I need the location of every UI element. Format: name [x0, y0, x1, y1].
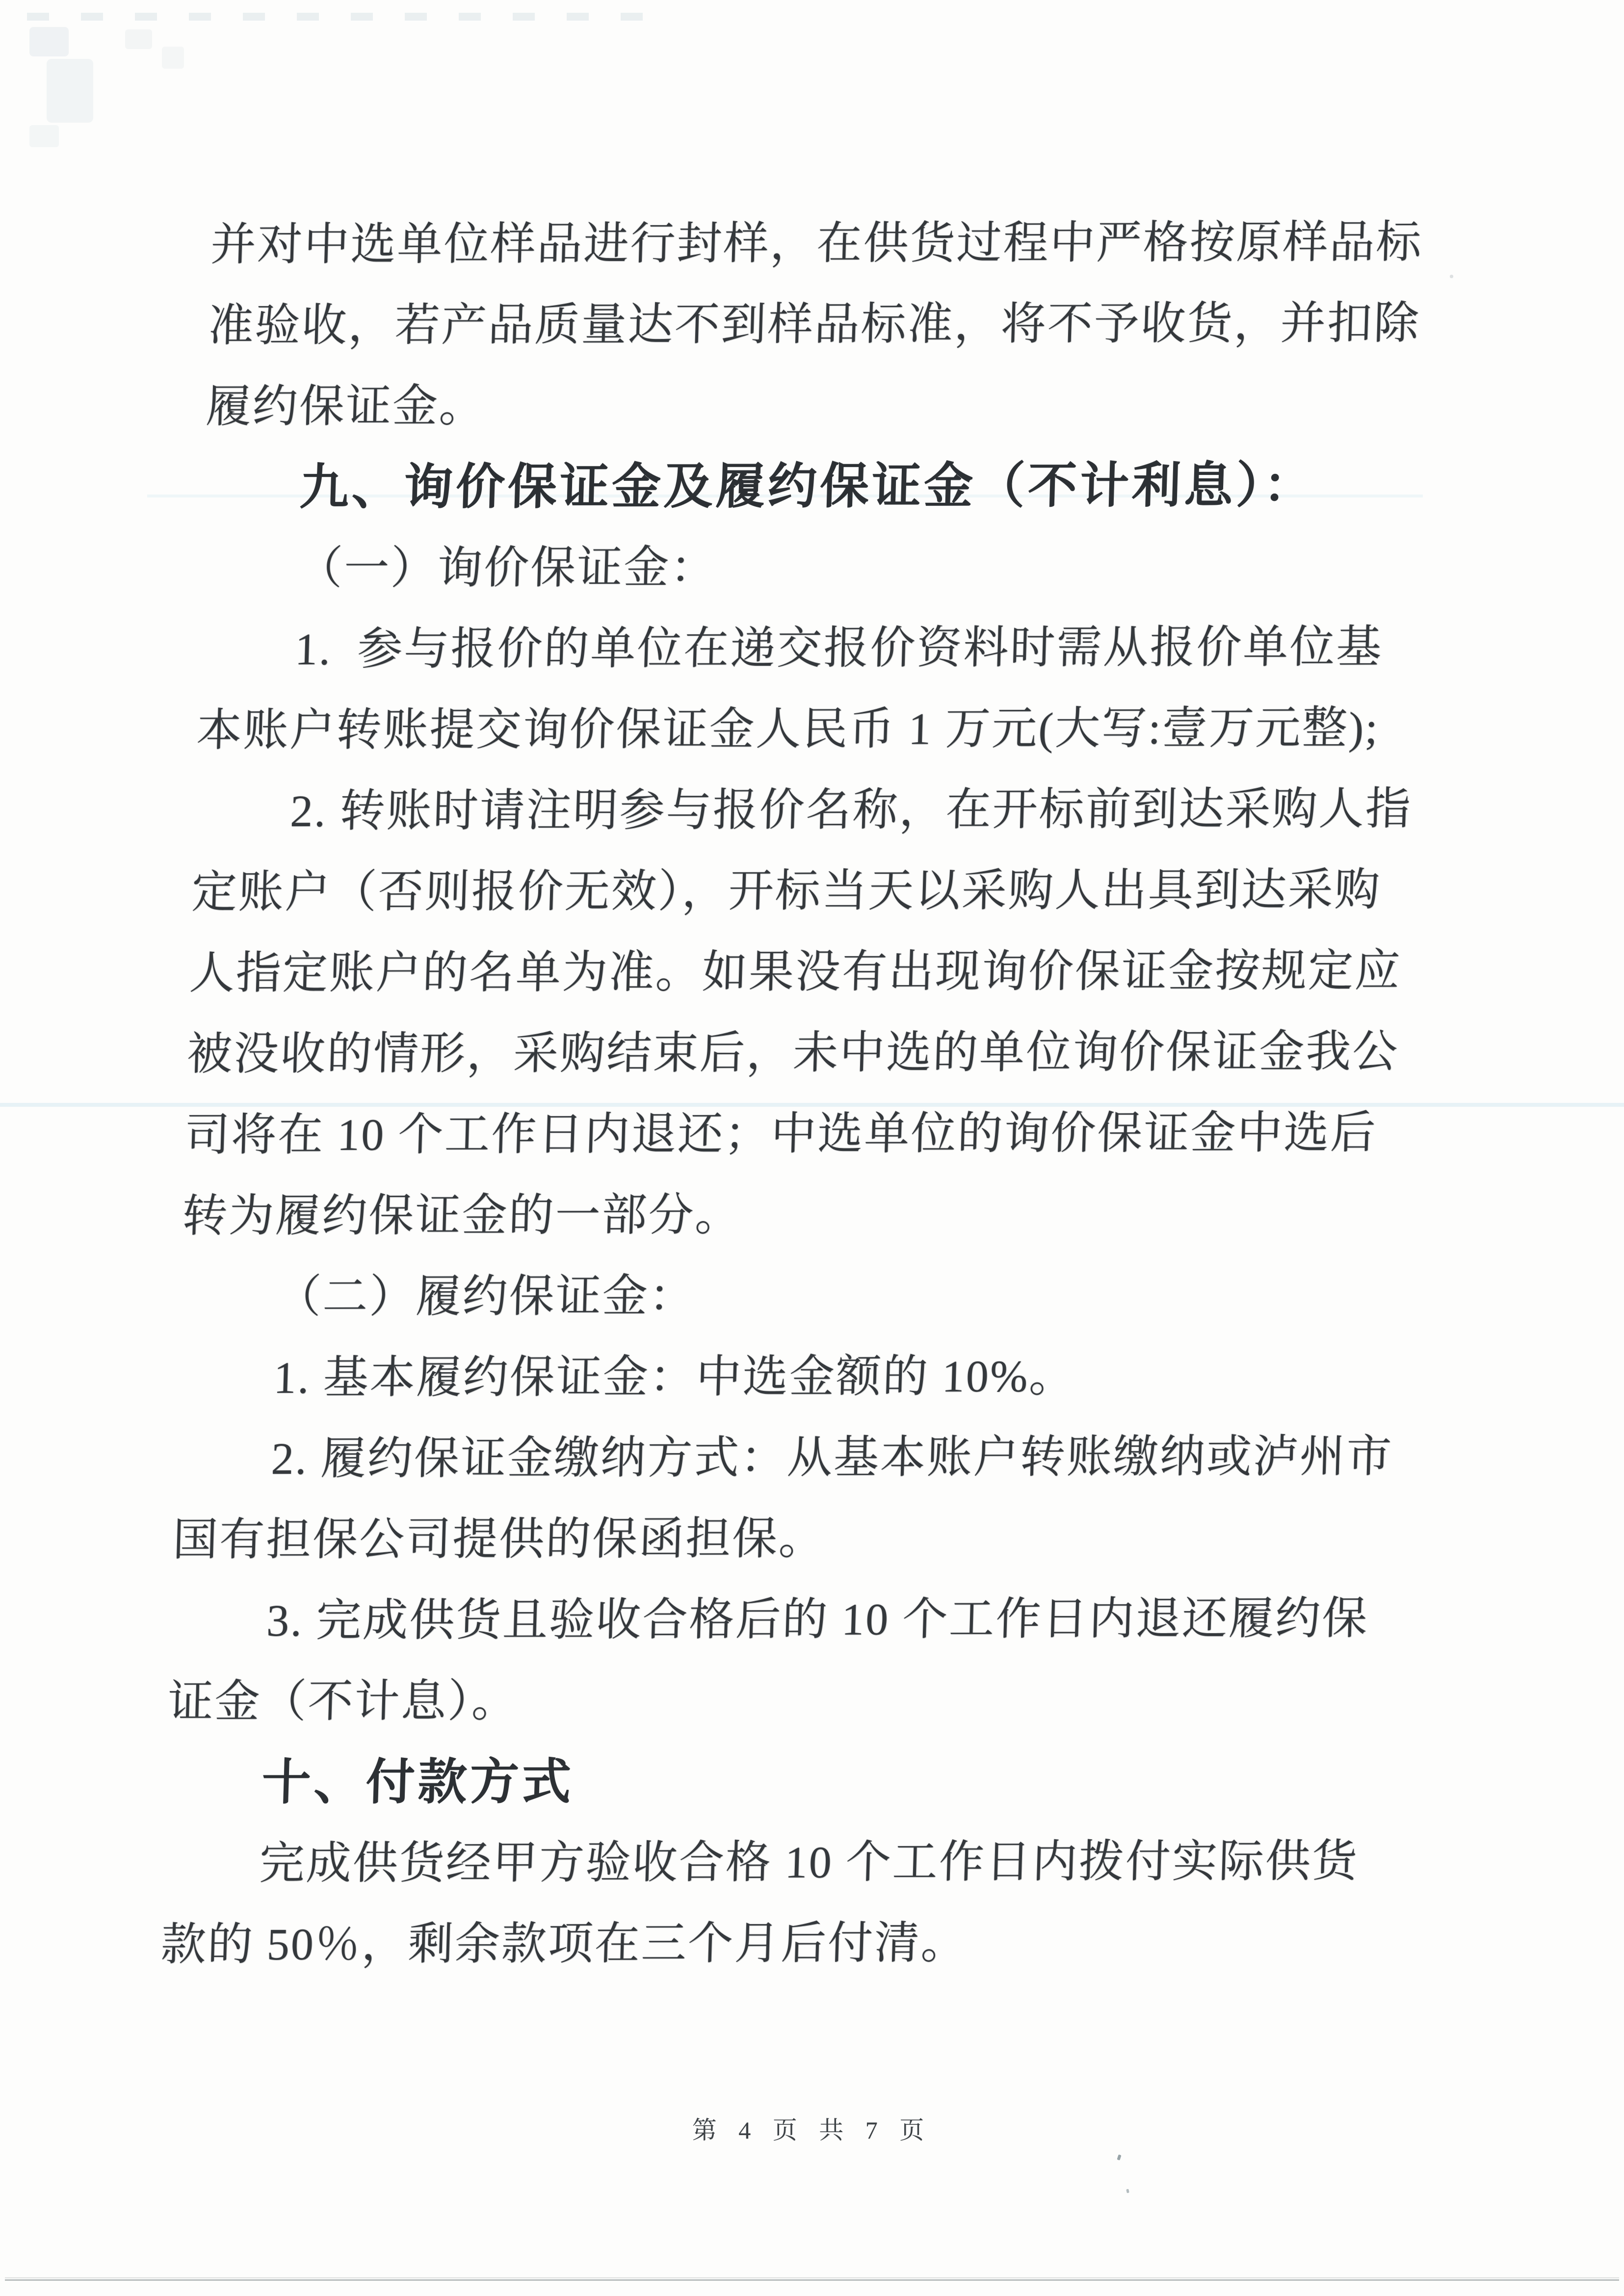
scan-artifact-smudge	[29, 125, 59, 147]
doc-line: 履约保证金。	[205, 381, 487, 432]
scan-artifact-top-strip	[27, 13, 645, 21]
doc-line: 被没收的情形，采购结束后，未中选的单位询价保证金我公	[186, 1026, 1400, 1079]
scan-artifact-speck	[1117, 2154, 1121, 2160]
scan-artifact-speck	[1450, 275, 1453, 278]
doc-line: 国有担保公司提供的保函担保。	[172, 1513, 826, 1565]
doc-line: 转为履约保证金的一部分。	[181, 1190, 743, 1241]
doc-line: 完成供货经甲方验收合格 10 个工作日内拨付实际供货	[259, 1836, 1360, 1889]
doc-line: 2. 履约保证金缴纳方式：从基本账户转账缴纳或泸州市	[270, 1431, 1394, 1484]
doc-line: 本账户转账提交询价保证金人民币 1 万元(大写:壹万元整);	[195, 703, 1380, 756]
paper-edge-line	[5, 2279, 1619, 2281]
doc-line: 司将在 10 个工作日内退还；中选单位的询价保证金中选后	[183, 1107, 1378, 1160]
document-body	[159, 202, 1429, 1985]
doc-line: 3. 完成供货且验收合格后的 10 个工作日内退还履约保	[265, 1593, 1369, 1646]
scan-artifact-smudge	[162, 47, 184, 69]
page-number-footer: 第 4 页 共 7 页	[692, 2116, 932, 2144]
paper-edge-shadow	[5, 2277, 1619, 2278]
doc-line: 款的 50％，剩余款项在三个月后付清。	[160, 1918, 969, 1970]
doc-line: 并对中选单位样品进行封样，在供货过程中严格按原样品标	[210, 217, 1424, 270]
doc-line: 2. 转账时请注明参与报价名称，在开标前到达采购人指	[289, 783, 1413, 836]
scan-artifact-smudge	[29, 27, 69, 56]
scan-artifact-smudge	[47, 59, 93, 123]
section-heading-9: 九、询价保证金及履约保证金（不计利息）：	[299, 457, 1316, 515]
doc-line: 证金（不计息）。	[167, 1676, 519, 1727]
doc-line: 人指定账户的名单为准。如果没有出现询价保证金按规定应	[188, 945, 1402, 998]
scan-artifact-speck	[1126, 2189, 1129, 2193]
doc-line: 定账户（否则报价无效），开标当天以采购人出具到达采购	[191, 864, 1382, 917]
subsection-heading-2: （二）履约保证金：	[275, 1271, 697, 1322]
scan-artifact-smudge	[125, 29, 152, 49]
section-heading-10: 十、付款方式	[261, 1754, 575, 1810]
subsection-heading-1: （一）询价保证金：	[296, 542, 718, 594]
doc-line: 1. 基本履约保证金：中选金额的 10%。	[273, 1351, 1077, 1403]
doc-line: 1. 参与报价的单位在递交报价资料时需从报价单位基	[294, 622, 1384, 675]
doc-line: 准验收，若产品质量达不到样品标准，将不予收货，并扣除	[208, 298, 1421, 351]
